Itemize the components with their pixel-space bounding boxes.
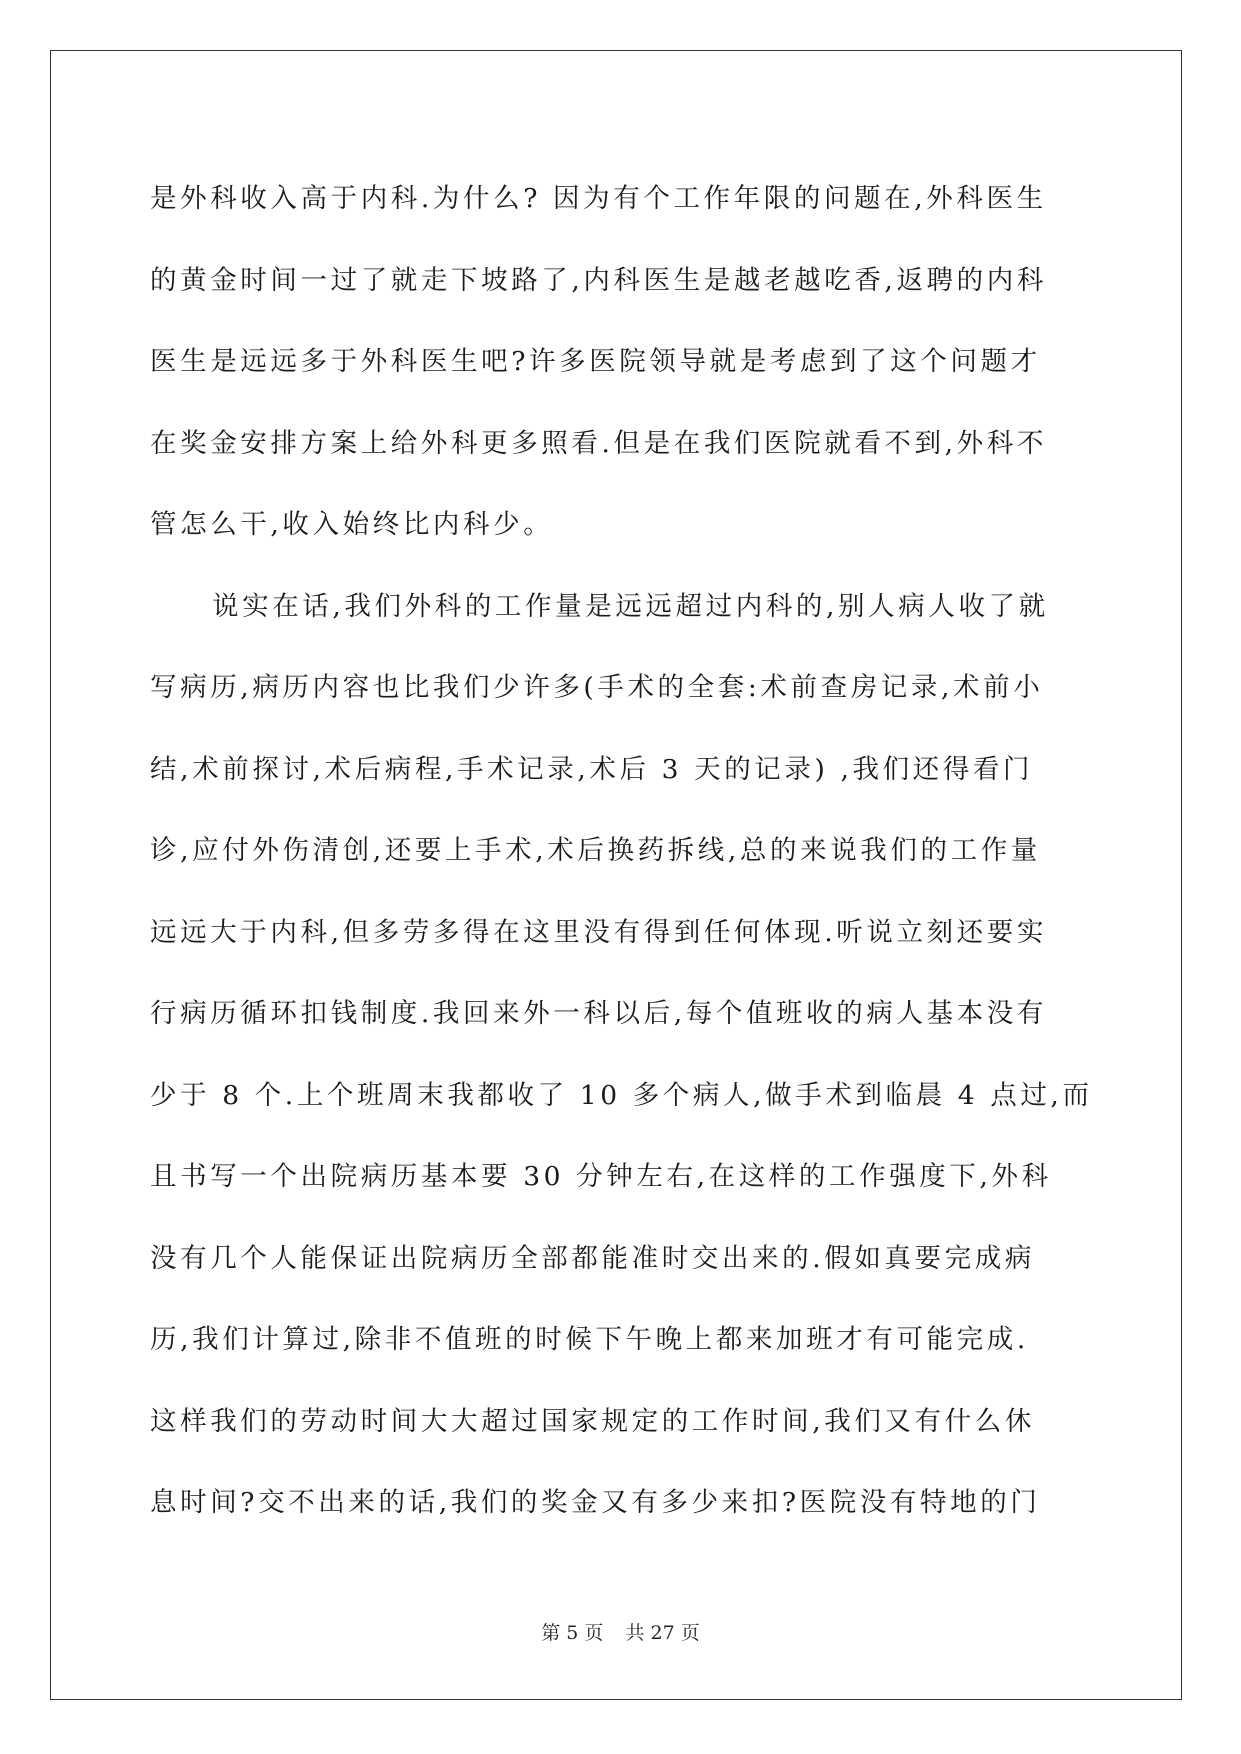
- text-line: 这样我们的劳动时间大大超过国家规定的工作时间,我们又有什么休: [150, 1405, 1035, 1437]
- text-line: 医生是远远多于外科医生吧?许多医院领导就是考虑到了这个问题才: [150, 346, 1041, 377]
- text-line: 历,我们计算过,除非不值班的时候下午晚上都来加班才有可能完成.: [150, 1324, 1029, 1355]
- text-line: 的黄金时间一过了就走下坡路了,内科医生是越老越吃香,返聘的内科: [150, 264, 1047, 296]
- page-total: 共 27 页: [625, 1622, 700, 1644]
- text-line: 写病历,病历内容也比我们少许多(手术的全套:术前查房记录,术前小: [150, 672, 1044, 703]
- text-line: 诊,应付外伤清创,还要上手术,术后换药拆线,总的来说我们的工作量: [150, 835, 1041, 866]
- text-line: 结,术前探讨,术后病程,手术记录,术后 3 天的记录) ,我们还得看门: [150, 753, 1034, 785]
- text-line: 在奖金安排方案上给外科更多照看.但是在我们医院就看不到,外科不: [150, 427, 1047, 459]
- page-footer: [0, 1618, 1241, 1645]
- text-line: 是外科收入高于内科.为什么? 因为有个工作年限的问题在,外科医生: [150, 183, 1047, 214]
- text-line: 息时间?交不出来的话,我们的奖金又有多少来扣?医院没有特地的门: [150, 1487, 1041, 1518]
- text-line: 少于 8 个.上个班周末我都收了 10 多个病人,做手术到临晨 4 点过,而: [150, 1079, 1093, 1111]
- text-line: 且书写一个出院病历基本要 30 分钟左右,在这样的工作强度下,外科: [150, 1161, 1052, 1192]
- text-line: 远远大于内科,但多劳多得在这里没有得到任何体现.听说立刻还要实: [150, 916, 1047, 948]
- text-line: 说实在话,我们外科的工作量是远远超过内科的,别人病人收了就: [212, 590, 1049, 622]
- text-line: 行病历循环扣钱制度.我回来外一科以后,每个值班收的病人基本没有: [150, 998, 1047, 1029]
- paragraph-1: [150, 158, 1082, 566]
- page-number: 第 5 页: [541, 1622, 604, 1644]
- paragraph-2: [150, 566, 1093, 1544]
- text-line: 没有几个人能保证出院病历全部都能准时交出来的.假如真要完成病: [150, 1242, 1035, 1274]
- document-body: [150, 158, 1093, 1544]
- text-line: 管怎么干,收入始终比内科少。: [150, 509, 554, 540]
